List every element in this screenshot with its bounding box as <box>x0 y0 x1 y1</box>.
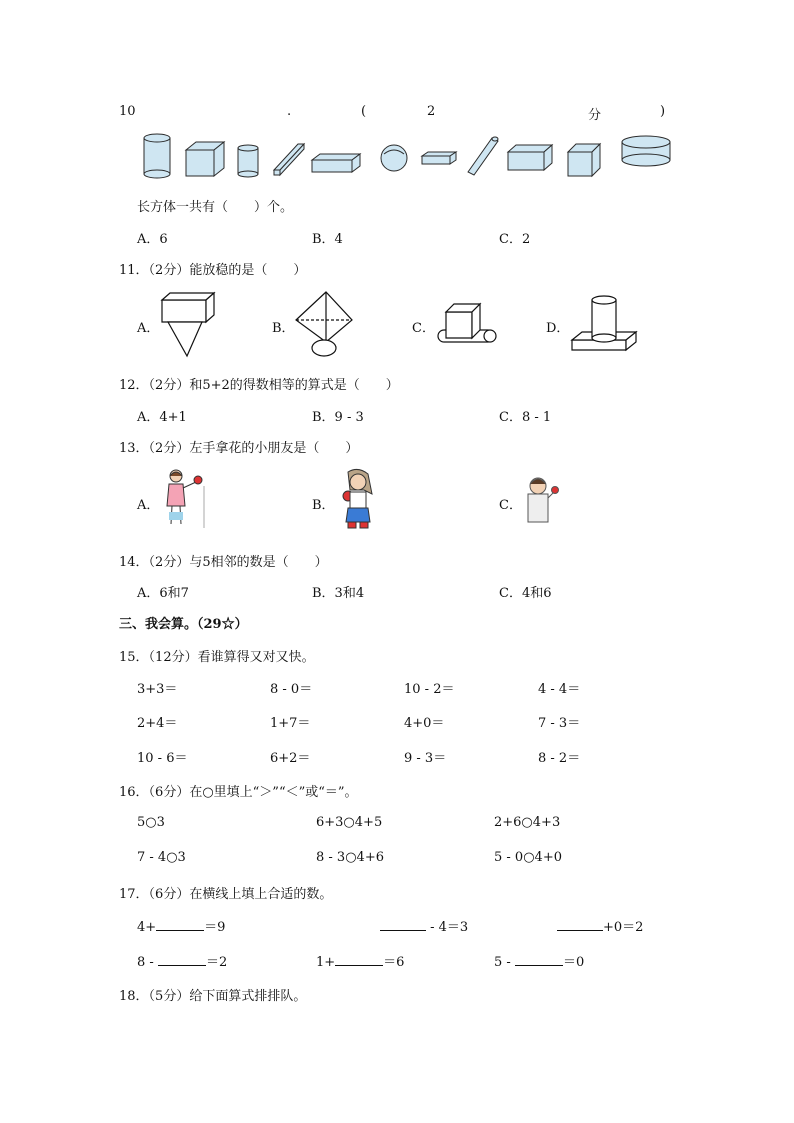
q13-option-b[interactable]: B． <box>312 498 335 513</box>
cylinder-icon <box>238 145 258 177</box>
q15-item[interactable]: 4+0＝ <box>404 716 445 731</box>
q16-item[interactable]: 5○3 <box>137 815 165 830</box>
q12-option-c[interactable]: C．8 - 1 <box>499 410 552 425</box>
q17-item: - 4＝3 <box>380 916 468 935</box>
q15-item[interactable]: 10 - 6＝ <box>137 751 188 766</box>
disc-icon <box>622 136 670 166</box>
cylinder-on-slab-icon <box>572 296 636 350</box>
q17-stem: 17．（6分）在横线上填上合适的数。 <box>119 887 333 902</box>
q13-figure-c <box>522 474 562 530</box>
q17-item: 5 - ＝0 <box>494 955 585 970</box>
q11-figure-d <box>570 294 642 354</box>
q10-left-paren: ( <box>361 104 367 119</box>
q11-option-c[interactable]: C． <box>412 321 435 336</box>
q10-number: 10 <box>119 104 136 119</box>
q17-item: 8 - ＝2 <box>137 955 228 970</box>
section-3-title: 三、我会算。（29☆） <box>119 617 248 632</box>
q17-item: 4+ ＝9 <box>137 920 226 935</box>
q10-option-b[interactable]: B．4 <box>312 232 343 247</box>
cuboid-icon <box>508 145 552 170</box>
q16-item[interactable]: 8 - 3○4+6 <box>316 850 384 865</box>
q15-item[interactable]: 3+3＝ <box>137 682 178 697</box>
q15-item[interactable]: 9 - 3＝ <box>404 751 447 766</box>
q10-option-a[interactable]: A．6 <box>137 232 168 247</box>
q13-option-a[interactable]: A． <box>137 498 160 513</box>
q15-item[interactable]: 6+2＝ <box>270 751 311 766</box>
q10-option-c[interactable]: C．2 <box>499 232 531 247</box>
q16-item[interactable]: 7 - 4○3 <box>137 850 186 865</box>
q10-dot: . <box>287 104 292 119</box>
q14-option-a[interactable]: A．6和7 <box>137 586 189 601</box>
q10-prompt: 长方体一共有（ ）个。 <box>137 200 294 215</box>
q10-right-paren: ) <box>660 104 666 119</box>
q15-item[interactable]: 8 - 0＝ <box>270 682 313 697</box>
cuboid-icon <box>422 152 456 164</box>
cube-icon <box>568 144 600 176</box>
cube-on-cylinder-icon <box>438 304 496 342</box>
cube-icon <box>186 142 224 176</box>
q13-stem: 13．（2分）左手拿花的小朋友是（ ） <box>119 441 359 456</box>
q11-option-b[interactable]: B． <box>272 321 295 336</box>
answer-blank[interactable] <box>156 919 204 931</box>
q14-option-c[interactable]: C．4和6 <box>499 586 552 601</box>
q10-fen: 分 <box>588 108 602 123</box>
cartoon-girl-icon <box>343 469 372 528</box>
q15-item[interactable]: 2+4＝ <box>137 716 178 731</box>
q16-item[interactable]: 2+6○4+3 <box>494 815 561 830</box>
cuboid-on-cone-icon <box>162 293 214 356</box>
answer-blank[interactable] <box>380 919 426 931</box>
q16-item[interactable]: 6+3○4+5 <box>316 815 383 830</box>
q13-option-c[interactable]: C． <box>499 498 522 513</box>
q14-stem: 14．（2分）与5相邻的数是（ ） <box>119 555 328 570</box>
answer-blank[interactable] <box>515 954 563 966</box>
q11-figure-a <box>160 290 220 360</box>
q15-item[interactable]: 7 - 3＝ <box>538 716 581 731</box>
q15-item[interactable]: 1+7＝ <box>270 716 311 731</box>
q12-option-a[interactable]: A．4+1 <box>137 410 187 425</box>
q17-item: +0＝2 <box>557 916 643 935</box>
q13-figure-a <box>160 468 210 532</box>
q12-stem: 12．（2分）和5+2的得数相等的算式是（ ） <box>119 378 399 393</box>
q10-score: 2 <box>427 104 436 119</box>
q14-option-b[interactable]: B．3和4 <box>312 586 365 601</box>
cuboid-icon <box>312 154 360 172</box>
answer-blank[interactable] <box>335 954 383 966</box>
q11-figure-c <box>434 300 502 350</box>
q15-stem: 15．（12分）看谁算得又对又快。 <box>119 650 315 665</box>
q18-stem: 18．（5分）给下面算式排排队。 <box>119 989 307 1004</box>
q11-option-d[interactable]: D． <box>546 321 570 336</box>
girl-with-flower-icon <box>167 470 204 528</box>
q17-item: 1+ ＝6 <box>316 955 405 970</box>
q12-option-b[interactable]: B．9 - 3 <box>312 410 364 425</box>
boy-with-flower-icon <box>528 478 559 522</box>
q15-item[interactable]: 10 - 2＝ <box>404 682 455 697</box>
q10-solids-figure <box>140 132 680 182</box>
rod-icon <box>468 137 498 175</box>
q13-figure-b <box>336 468 380 532</box>
answer-blank[interactable] <box>158 954 206 966</box>
sphere-icon <box>381 145 407 171</box>
answer-blank[interactable] <box>557 919 603 931</box>
q16-item[interactable]: 5 - 0○4+0 <box>494 850 562 865</box>
cylinder-icon <box>144 134 170 178</box>
q11-figure-b <box>294 290 358 360</box>
q11-stem: 11．（2分）能放稳的是（ ） <box>119 263 307 278</box>
q16-stem: 16．（6分）在○里填上“＞”“＜”或“＝”。 <box>119 785 358 800</box>
q11-option-a[interactable]: A． <box>137 321 160 336</box>
q15-item[interactable]: 8 - 2＝ <box>538 751 581 766</box>
pyramid-on-ball-icon <box>296 292 352 356</box>
long-prism-icon <box>274 144 304 175</box>
q15-item[interactable]: 4 - 4＝ <box>538 682 581 697</box>
